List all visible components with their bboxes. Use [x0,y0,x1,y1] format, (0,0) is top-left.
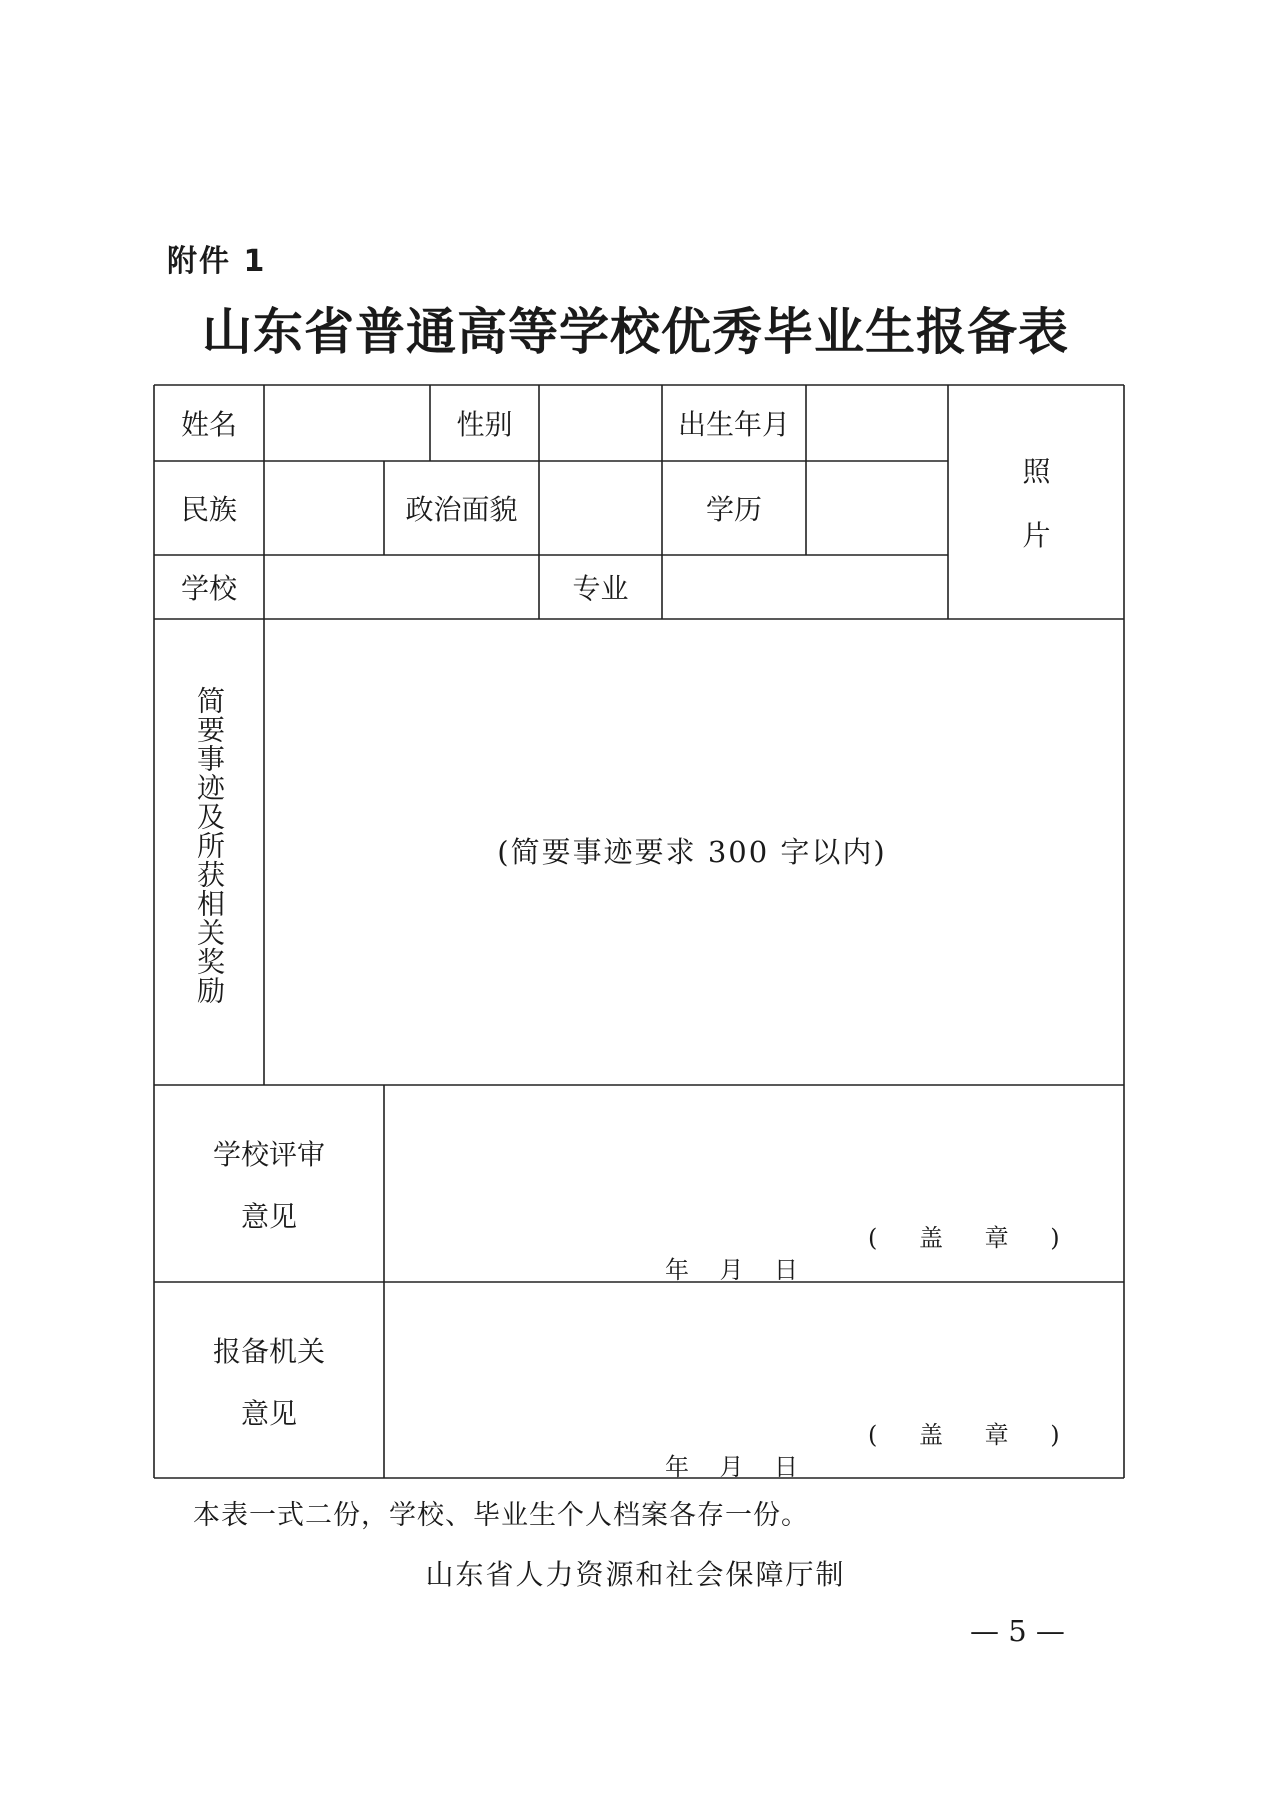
filing-authority-label [154,1321,384,1445]
school-review-label-line1: 学校评审 [212,1138,325,1171]
filing-authority-label-line2: 意见 [240,1397,297,1430]
attachment-label: 附件 1 [167,244,267,279]
school-date-placeholder: 年 月 日 [665,1256,799,1284]
issuer-line: 山东省人力资源和社会保障厅制 [425,1558,846,1591]
filing-seal-placeholder: ( 盖 章 ) [868,1421,1068,1449]
photo-label-line1: 照 [1022,455,1051,488]
deeds-label: 简要事迹及所获相关奖励 [193,686,226,1005]
education-label: 学历 [705,493,762,526]
photo-cell [949,440,1124,568]
ethnicity-label: 民族 [180,493,237,526]
photo-label-line2: 片 [1022,519,1051,552]
filing-authority-label-line1: 报备机关 [212,1335,325,1368]
school-label: 学校 [180,572,237,605]
gender-label: 性别 [456,408,513,441]
school-review-label-line2: 意见 [240,1200,297,1233]
major-label: 专业 [572,572,629,605]
school-review-label [154,1124,384,1248]
political-status-label: 政治面貌 [405,493,518,526]
form-title: 山东省普通高等学校优秀毕业生报备表 [202,302,1069,361]
school-seal-placeholder: ( 盖 章 ) [868,1224,1068,1252]
page-number: — 5 — [970,1614,1065,1648]
deeds-placeholder: (简要事迹要求 300 字以内) [497,835,887,869]
footer-note: 本表一式二份，学校、毕业生个人档案各存一份。 [193,1500,809,1531]
filing-date-placeholder: 年 月 日 [665,1453,799,1481]
birth-label: 出生年月 [677,408,790,441]
name-label: 姓名 [180,408,237,441]
